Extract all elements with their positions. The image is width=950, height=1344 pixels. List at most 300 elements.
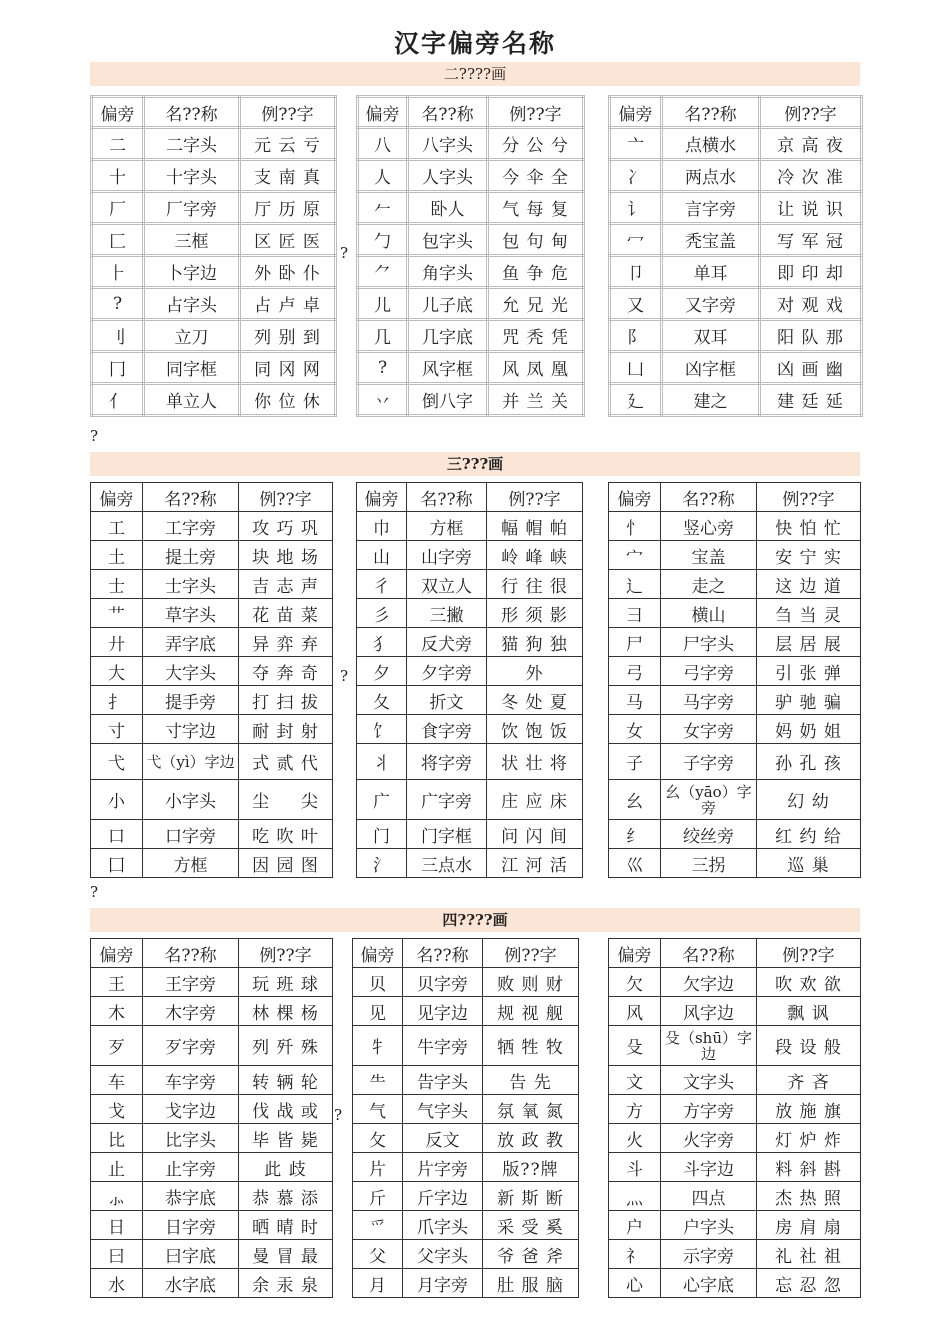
page-title: 汉字偏旁名称 — [393, 29, 556, 58]
name-cell: 恭字底 — [143, 1182, 239, 1211]
table-row — [357, 686, 583, 715]
name-cell: 示字旁 — [661, 1240, 757, 1269]
name-cell: 风字框 — [408, 352, 488, 384]
name-cell: 心字底 — [661, 1269, 757, 1298]
table-header-row — [610, 97, 862, 128]
examples-cell: 牺 牲 牧 — [483, 1026, 579, 1066]
radical-table — [352, 938, 579, 1298]
header-examples: 例??字 — [487, 483, 583, 512]
examples-cell: 伐 战 或 — [239, 1095, 333, 1124]
radical-cell: 彳 — [357, 570, 407, 599]
examples-cell: 幅 帽 帕 — [487, 512, 583, 541]
table-row — [92, 256, 336, 288]
radical-cell: 弓 — [609, 657, 661, 686]
table-row — [91, 1124, 333, 1153]
table-row — [609, 1269, 861, 1298]
header-examples: 例??字 — [240, 97, 336, 128]
examples-cell: 吃 吹 叶 — [239, 820, 333, 849]
name-cell: 曰字底 — [143, 1240, 239, 1269]
name-cell: 点横水 — [662, 128, 760, 160]
radical-cell: 辶 — [609, 570, 661, 599]
name-cell: 三撇 — [407, 599, 487, 628]
examples-cell: 巡 巢 — [757, 849, 861, 878]
table-row — [609, 686, 861, 715]
examples-cell: 忘 忍 忽 — [757, 1269, 861, 1298]
radical-cell: 巾 — [357, 512, 407, 541]
table-row — [610, 384, 862, 416]
name-cell: 斗字边 — [661, 1153, 757, 1182]
examples-cell: 式 贰 代 — [239, 744, 333, 780]
name-cell: 贝字旁 — [403, 968, 483, 997]
examples-cell: 料 斜 斟 — [757, 1153, 861, 1182]
radical-cell: 儿 — [358, 288, 408, 320]
examples-cell: 形 须 影 — [487, 599, 583, 628]
radical-cell: 牜 — [353, 1026, 403, 1066]
radical-cell: 口 — [91, 820, 143, 849]
header-radical: 偏旁 — [353, 939, 403, 968]
radical-cell: 比 — [91, 1124, 143, 1153]
table-row — [609, 820, 861, 849]
name-cell: 弓字旁 — [661, 657, 757, 686]
section-banner: 三???画 — [90, 452, 860, 476]
examples-cell: 江 河 活 — [487, 849, 583, 878]
examples-cell: 杰 热 照 — [757, 1182, 861, 1211]
name-cell: 王字旁 — [143, 968, 239, 997]
radical-cell: 大 — [91, 657, 143, 686]
examples-cell: 异 弈 弃 — [239, 628, 333, 657]
radical-cell: 氵 — [357, 849, 407, 878]
radical-cell: 片 — [353, 1153, 403, 1182]
table-row — [353, 1182, 579, 1211]
radical-cell: 士 — [91, 570, 143, 599]
examples-cell: 对 观 戏 — [760, 288, 862, 320]
separator-mark: ? — [340, 244, 349, 262]
radical-cell: 止 — [91, 1153, 143, 1182]
radical-cell: 心 — [609, 1269, 661, 1298]
examples-cell: 岭 峰 峡 — [487, 541, 583, 570]
radical-cell: 纟 — [609, 820, 661, 849]
table-row — [353, 968, 579, 997]
table-row — [91, 820, 333, 849]
radical-cell: 八 — [358, 128, 408, 160]
radical-cell: 斤 — [353, 1182, 403, 1211]
radical-cell: 殳 — [609, 1026, 661, 1066]
table-header-row — [609, 939, 861, 968]
examples-cell: 爷 爸 斧 — [483, 1240, 579, 1269]
radical-cell: 土 — [91, 541, 143, 570]
table-row — [609, 1153, 861, 1182]
name-cell: 双立人 — [407, 570, 487, 599]
radical-cell: 勹 — [358, 224, 408, 256]
examples-cell: 区 匠 医 — [240, 224, 336, 256]
table-row — [357, 744, 583, 780]
radical-cell: 刂 — [92, 320, 144, 352]
table-row — [357, 541, 583, 570]
table-row — [357, 512, 583, 541]
examples-cell: 凶 画 幽 — [760, 352, 862, 384]
examples-cell: 同 冈 网 — [240, 352, 336, 384]
examples-cell: 版??牌 — [483, 1153, 579, 1182]
table-row — [91, 657, 333, 686]
name-cell: 提手旁 — [143, 686, 239, 715]
table-row — [358, 384, 584, 416]
name-cell: 草字头 — [143, 599, 239, 628]
radical-cell: 凵 — [610, 352, 662, 384]
radical-cell: 人 — [358, 160, 408, 192]
examples-cell: 尘 尖 — [239, 780, 333, 820]
table-row — [609, 1240, 861, 1269]
radical-cell: 丷 — [358, 384, 408, 416]
radical-cell: ⺈ — [358, 256, 408, 288]
header-radical: 偏旁 — [609, 483, 661, 512]
radical-cell: 火 — [609, 1124, 661, 1153]
table-row — [353, 1066, 579, 1095]
examples-cell: 问 闪 间 — [487, 820, 583, 849]
examples-cell: 幻 幼 — [757, 780, 861, 820]
name-cell: 方框 — [407, 512, 487, 541]
name-cell: 横山 — [661, 599, 757, 628]
name-cell: 文字头 — [661, 1066, 757, 1095]
name-cell: 建之 — [662, 384, 760, 416]
radical-cell: 卩 — [610, 256, 662, 288]
header-examples: 例??字 — [757, 939, 861, 968]
table-row — [91, 780, 333, 820]
radical-table — [608, 482, 861, 878]
name-cell: 言字旁 — [662, 192, 760, 224]
name-cell: 小字头 — [143, 780, 239, 820]
name-cell: 走之 — [661, 570, 757, 599]
radical-cell: 方 — [609, 1095, 661, 1124]
table-row — [91, 715, 333, 744]
examples-cell: 外 — [487, 657, 583, 686]
table-row — [91, 570, 333, 599]
table-row — [609, 512, 861, 541]
examples-cell: 安 宁 实 — [757, 541, 861, 570]
table-row — [610, 288, 862, 320]
radical-cell: 厂 — [92, 192, 144, 224]
table-row — [353, 1124, 579, 1153]
table-row — [358, 224, 584, 256]
radical-cell: 匚 — [92, 224, 144, 256]
name-cell: 将字旁 — [407, 744, 487, 780]
examples-cell: 冬 处 夏 — [487, 686, 583, 715]
table-row — [353, 1269, 579, 1298]
name-cell: 折文 — [407, 686, 487, 715]
section-end-mark: ? — [90, 883, 99, 901]
name-cell: 夕字旁 — [407, 657, 487, 686]
table-row — [353, 1095, 579, 1124]
examples-cell: 引 张 弹 — [757, 657, 861, 686]
table-row — [609, 1026, 861, 1066]
table-row — [358, 288, 584, 320]
examples-cell: 建 廷 延 — [760, 384, 862, 416]
examples-cell: 这 边 道 — [757, 570, 861, 599]
table-header-row — [92, 97, 336, 128]
header-examples: 例??字 — [239, 483, 333, 512]
examples-cell: 规 视 舰 — [483, 997, 579, 1026]
table-row — [609, 968, 861, 997]
examples-cell: 风 凤 凰 — [488, 352, 584, 384]
table-row — [91, 686, 333, 715]
name-cell: 人字头 — [408, 160, 488, 192]
examples-cell: 毕 皆 毙 — [239, 1124, 333, 1153]
radical-cell: 寸 — [91, 715, 143, 744]
radical-cell: 曰 — [91, 1240, 143, 1269]
examples-cell: 妈 奶 姐 — [757, 715, 861, 744]
radical-cell: 二 — [92, 128, 144, 160]
table-row — [609, 1124, 861, 1153]
name-cell: 戈字边 — [143, 1095, 239, 1124]
table-row — [91, 599, 333, 628]
examples-cell: 花 苗 菜 — [239, 599, 333, 628]
table-row — [610, 320, 862, 352]
table-row — [610, 128, 862, 160]
examples-cell: 阳 队 那 — [760, 320, 862, 352]
separator-mark: ? — [334, 1106, 343, 1124]
name-cell: 户字头 — [661, 1211, 757, 1240]
table-row — [609, 780, 861, 820]
table-row — [358, 192, 584, 224]
radical-cell: 丬 — [357, 744, 407, 780]
radical-cell: 水 — [91, 1269, 143, 1298]
radical-cell: 王 — [91, 968, 143, 997]
table-row — [357, 657, 583, 686]
radical-cell: 工 — [91, 512, 143, 541]
table-row — [91, 1066, 333, 1095]
examples-cell: 层 居 展 — [757, 628, 861, 657]
radical-table — [608, 938, 861, 1298]
radical-cell: 扌 — [91, 686, 143, 715]
header-name: 名??称 — [661, 483, 757, 512]
table-row — [609, 1211, 861, 1240]
name-cell: 几字底 — [408, 320, 488, 352]
radical-cell: 斗 — [609, 1153, 661, 1182]
radical-table — [90, 938, 333, 1298]
examples-cell: 房 肩 扇 — [757, 1211, 861, 1240]
examples-cell: 气 每 复 — [488, 192, 584, 224]
radical-cell: 戈 — [91, 1095, 143, 1124]
radical-cell: 几 — [358, 320, 408, 352]
name-cell: 儿子底 — [408, 288, 488, 320]
table-row — [609, 570, 861, 599]
examples-cell: 状 壮 将 — [487, 744, 583, 780]
name-cell: 止字旁 — [143, 1153, 239, 1182]
table-row — [610, 192, 862, 224]
examples-cell: 你 位 休 — [240, 384, 336, 416]
table-row — [91, 512, 333, 541]
name-cell: 告字头 — [403, 1066, 483, 1095]
name-cell: 风字边 — [661, 997, 757, 1026]
examples-cell: 灯 炉 炸 — [757, 1124, 861, 1153]
table-row — [609, 541, 861, 570]
examples-cell: 饮 饱 饭 — [487, 715, 583, 744]
section-banner: 二????画 — [90, 62, 860, 86]
header-name: 名??称 — [144, 97, 240, 128]
radical-cell: 灬 — [609, 1182, 661, 1211]
table-row — [91, 1211, 333, 1240]
radical-cell: 阝 — [610, 320, 662, 352]
name-cell: 包字头 — [408, 224, 488, 256]
header-name: 名??称 — [143, 939, 239, 968]
table-row — [91, 541, 333, 570]
section-end-mark: ? — [90, 427, 99, 445]
examples-cell: 快 怕 忙 — [757, 512, 861, 541]
header-name: 名??称 — [408, 97, 488, 128]
name-cell: 反文 — [403, 1124, 483, 1153]
radical-cell: 囗 — [91, 849, 143, 878]
radical-cell: 又 — [610, 288, 662, 320]
name-cell: 凶字框 — [662, 352, 760, 384]
examples-cell: 玩 班 球 — [239, 968, 333, 997]
header-name: 名??称 — [407, 483, 487, 512]
table-row — [357, 820, 583, 849]
table-row — [610, 352, 862, 384]
name-cell: 大字头 — [143, 657, 239, 686]
table-row — [353, 997, 579, 1026]
header-radical: 偏旁 — [91, 939, 143, 968]
name-cell: 工字旁 — [143, 512, 239, 541]
table-row — [609, 1066, 861, 1095]
name-cell: 尸字头 — [661, 628, 757, 657]
radical-cell: 亻 — [92, 384, 144, 416]
name-cell: 弄字底 — [143, 628, 239, 657]
examples-cell: 此 歧 — [239, 1153, 333, 1182]
table-row — [92, 288, 336, 320]
name-cell: 月字旁 — [403, 1269, 483, 1298]
name-cell: 山字旁 — [407, 541, 487, 570]
examples-cell: 曼 冒 最 — [239, 1240, 333, 1269]
radical-cell: 贝 — [353, 968, 403, 997]
radical-cell: 木 — [91, 997, 143, 1026]
examples-cell: 吉 志 声 — [239, 570, 333, 599]
table-header-row — [357, 483, 583, 512]
name-cell: 女字旁 — [661, 715, 757, 744]
name-cell: 三点水 — [407, 849, 487, 878]
radical-table — [356, 482, 583, 878]
name-cell: 方字旁 — [661, 1095, 757, 1124]
examples-cell: 恭 慕 添 — [239, 1182, 333, 1211]
table-row — [358, 160, 584, 192]
radical-cell: 女 — [609, 715, 661, 744]
table-row — [91, 1095, 333, 1124]
name-cell: 厂字旁 — [144, 192, 240, 224]
name-cell: 广字旁 — [407, 780, 487, 820]
radical-table — [356, 95, 585, 417]
radical-table — [608, 95, 863, 417]
table-row — [609, 849, 861, 878]
table-row — [609, 1182, 861, 1211]
name-cell: 竖心旁 — [661, 512, 757, 541]
name-cell: 牛字旁 — [403, 1026, 483, 1066]
name-cell: 父字头 — [403, 1240, 483, 1269]
name-cell: 片字旁 — [403, 1153, 483, 1182]
examples-cell: 行 往 很 — [487, 570, 583, 599]
radical-cell: 欠 — [609, 968, 661, 997]
examples-cell: 肚 服 脑 — [483, 1269, 579, 1298]
radical-cell: 子 — [609, 744, 661, 780]
examples-cell: 段 设 般 — [757, 1026, 861, 1066]
table-row — [610, 160, 862, 192]
name-cell: 宝盖 — [661, 541, 757, 570]
examples-cell: 支 南 真 — [240, 160, 336, 192]
examples-cell: 今 伞 全 — [488, 160, 584, 192]
name-cell: 同字框 — [144, 352, 240, 384]
name-cell: 日字旁 — [143, 1211, 239, 1240]
header-examples: 例??字 — [760, 97, 862, 128]
examples-cell: 冷 次 准 — [760, 160, 862, 192]
examples-cell: 并 兰 关 — [488, 384, 584, 416]
header-examples: 例??字 — [488, 97, 584, 128]
name-cell: 绞丝旁 — [661, 820, 757, 849]
examples-cell: 元 云 亏 — [240, 128, 336, 160]
name-cell: 弋（yì）字边 — [143, 744, 239, 780]
name-cell: 殳（shū）字边 — [661, 1026, 757, 1066]
examples-cell: 余 汞 泉 — [239, 1269, 333, 1298]
examples-cell: 庄 应 床 — [487, 780, 583, 820]
table-row — [609, 657, 861, 686]
examples-cell: 包 句 甸 — [488, 224, 584, 256]
name-cell: 角字头 — [408, 256, 488, 288]
radical-cell: 气 — [353, 1095, 403, 1124]
examples-cell: 林 棵 杨 — [239, 997, 333, 1026]
header-radical: 偏旁 — [609, 939, 661, 968]
table-row — [353, 1153, 579, 1182]
radical-cell: 廾 — [91, 628, 143, 657]
radical-cell: 尸 — [609, 628, 661, 657]
name-cell: 反犬旁 — [407, 628, 487, 657]
radical-cell: 夕 — [357, 657, 407, 686]
name-cell: 欠字边 — [661, 968, 757, 997]
table-row — [91, 744, 333, 780]
radical-cell: 月 — [353, 1269, 403, 1298]
name-cell: 二字头 — [144, 128, 240, 160]
radical-cell: 车 — [91, 1066, 143, 1095]
radical-cell: 见 — [353, 997, 403, 1026]
examples-cell: 鱼 争 危 — [488, 256, 584, 288]
examples-cell: 写 军 冠 — [760, 224, 862, 256]
radical-cell: 攵 — [353, 1124, 403, 1153]
table-row — [92, 224, 336, 256]
table-row — [353, 1211, 579, 1240]
examples-cell: 告 先 — [483, 1066, 579, 1095]
radical-cell: 彐 — [609, 599, 661, 628]
radical-cell: 讠 — [610, 192, 662, 224]
name-cell: 马字旁 — [661, 686, 757, 715]
examples-cell: 列 别 到 — [240, 320, 336, 352]
table-row — [609, 744, 861, 780]
table-row — [358, 352, 584, 384]
radical-cell: 爫 — [353, 1211, 403, 1240]
examples-cell: 飘 讽 — [757, 997, 861, 1026]
name-cell: 两点水 — [662, 160, 760, 192]
table-row — [92, 160, 336, 192]
name-cell: 双耳 — [662, 320, 760, 352]
radical-cell: ⺗ — [91, 1182, 143, 1211]
examples-cell: 氛 氧 氮 — [483, 1095, 579, 1124]
radical-cell: 户 — [609, 1211, 661, 1240]
radical-cell: 风 — [609, 997, 661, 1026]
table-row — [91, 1269, 333, 1298]
table-row — [91, 1240, 333, 1269]
header-radical: 偏旁 — [357, 483, 407, 512]
examples-cell: 孙 孔 孩 — [757, 744, 861, 780]
table-row — [609, 715, 861, 744]
table-row — [358, 256, 584, 288]
name-cell: 提土旁 — [143, 541, 239, 570]
name-cell: 气字头 — [403, 1095, 483, 1124]
radical-table — [90, 482, 333, 878]
separator-mark: ? — [340, 667, 349, 685]
